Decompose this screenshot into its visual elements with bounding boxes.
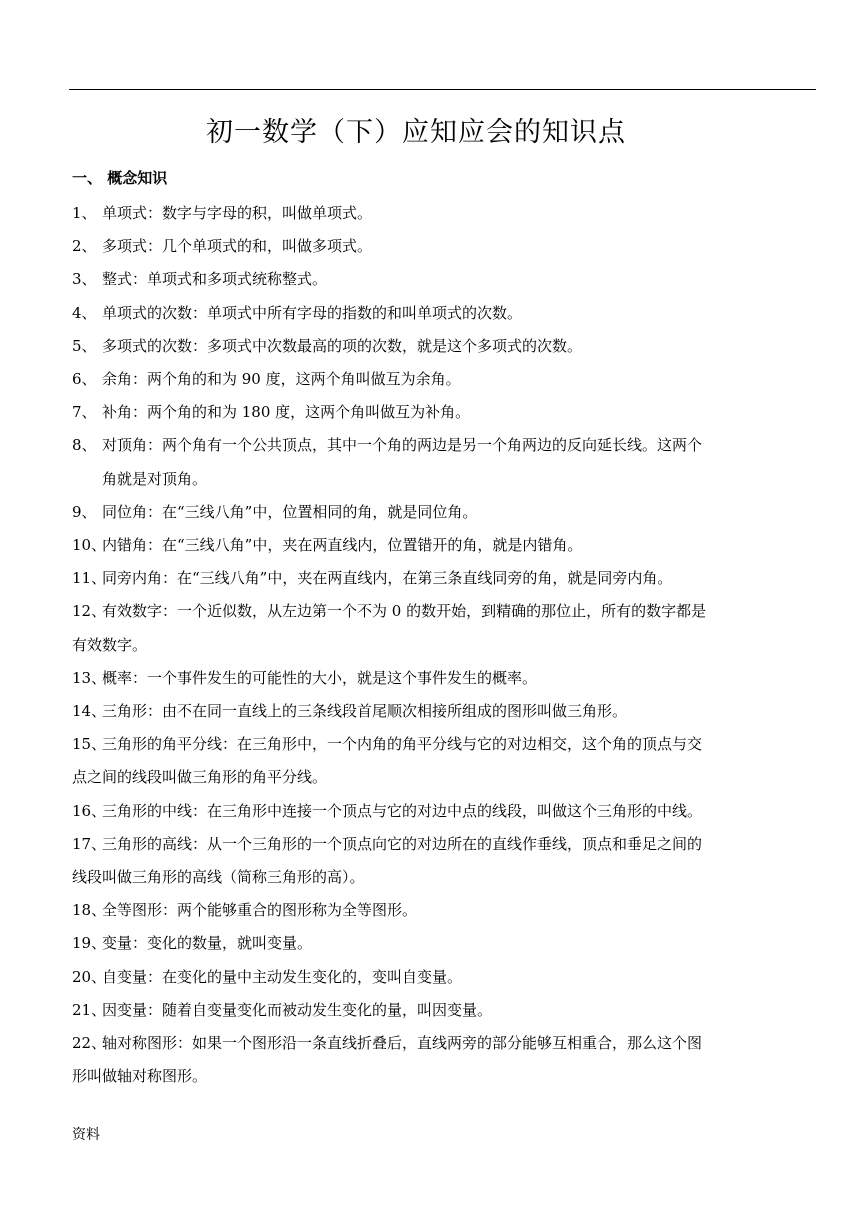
item-text: 对顶角：两个角有一个公共顶点，其中一个角的两边是另一个角两边的反向延长线。这两个 (102, 436, 703, 455)
item-text: 同位角：在“三线八角”中，位置相同的角，就是同位角。 (102, 502, 478, 521)
header-rule (69, 89, 816, 90)
section-heading: 一、 概念知识 (72, 169, 168, 187)
list-item (72, 961, 812, 994)
list-item (72, 263, 812, 296)
item-text: 轴对称图形：如果一个图形沿一条直线折叠后，直线两旁的部分能够互相重合，那么这个图 (102, 1034, 703, 1053)
item-text: 补角：两个角的和为 180 度，这两个角叫做互为补角。 (102, 403, 471, 422)
item-number: 18、 (72, 901, 107, 920)
list-item (72, 297, 812, 330)
item-number: 21、 (72, 1000, 107, 1019)
item-number: 4、 (72, 303, 97, 322)
item-text: 三角形的中线：在三角形中连接一个顶点与它的对边中点的线段，叫做这个三角形的中线。 (102, 801, 703, 820)
item-number: 8、 (72, 436, 97, 455)
page-title: 初一数学（下）应知应会的知识点 (206, 117, 626, 148)
item-text: 三角形的角平分线：在三角形中，一个内角的角平分线与它的对边相交，这个角的顶点与交 (102, 735, 703, 754)
item-text: 概率：一个事件发生的可能性的大小，就是这个事件发生的概率。 (102, 668, 538, 687)
list-item (72, 496, 812, 529)
item-text: 同旁内角：在“三线八角”中，夹在两直线内，在第三条直线同旁的角，就是同旁内角。 (102, 569, 673, 588)
item-number: 15、 (72, 735, 107, 754)
item-text-continued: 有效数字。 (72, 635, 148, 654)
item-number: 12、 (72, 602, 107, 621)
list-item (72, 695, 812, 728)
item-text: 整式：单项式和多项式统称整式。 (102, 270, 328, 289)
item-text: 自变量：在变化的量中主动发生变化的，变叫自变量。 (102, 967, 463, 986)
item-number: 11、 (72, 569, 107, 588)
item-text: 三角形：由不在同一直线上的三条线段首尾顺次相接所组成的图形叫做三角形。 (102, 702, 628, 721)
item-number: 7、 (72, 403, 97, 422)
list-item (72, 994, 812, 1027)
item-text: 因变量：随着自变量变化而被动发生变化的量，叫因变量。 (102, 1000, 493, 1019)
list-item (72, 396, 812, 429)
list-item (72, 562, 812, 595)
item-text: 余角：两个角的和为 90 度，这两个角叫做互为余角。 (102, 370, 461, 389)
list-item (72, 662, 812, 695)
item-text-continued: 点之间的线段叫做三角形的角平分线。 (72, 768, 328, 787)
item-number: 5、 (72, 336, 97, 355)
list-item (72, 197, 812, 230)
list-item (72, 728, 812, 794)
item-number: 20、 (72, 967, 107, 986)
item-text: 内错角：在“三线八角”中，夹在两直线内，位置错开的角，就是内错角。 (102, 536, 583, 555)
footer-label: 资料 (72, 1127, 100, 1143)
item-number: 6、 (72, 370, 97, 389)
item-number: 2、 (72, 237, 97, 256)
item-text: 有效数字：一个近似数，从左边第一个不为 0 的数开始，到精确的那位止，所有的数字都是 (102, 602, 707, 621)
item-number: 19、 (72, 934, 107, 953)
list-item (72, 363, 812, 396)
list-item (72, 330, 812, 363)
item-text-continued: 线段叫做三角形的高线（简称三角形的高）。 (72, 868, 365, 887)
item-number: 3、 (72, 270, 97, 289)
item-number: 1、 (72, 204, 97, 222)
item-text: 三角形的高线：从一个三角形的一个顶点向它的对边所在的直线作垂线，顶点和垂足之间的 (102, 834, 703, 853)
item-text: 多项式的次数：多项式中次数最高的项的次数，就是这个多项式的次数。 (102, 336, 583, 355)
list-item (72, 1027, 812, 1093)
list-item (72, 529, 812, 562)
list-item (72, 894, 812, 927)
item-number: 17、 (72, 834, 107, 853)
item-text: 变量：变化的数量，就叫变量。 (102, 934, 313, 953)
item-number: 10、 (72, 536, 107, 555)
list-item (72, 828, 812, 894)
item-number: 13、 (72, 668, 107, 687)
item-number: 14、 (72, 702, 107, 721)
item-number: 16、 (72, 801, 107, 820)
item-text: 全等图形：两个能够重合的图形称为全等图形。 (102, 901, 418, 920)
list-item (72, 230, 812, 263)
item-text-continued: 角就是对顶角。 (102, 469, 208, 488)
item-text: 多项式：几个单项式的和，叫做多项式。 (102, 237, 373, 256)
concept-list (72, 197, 812, 1093)
item-text: 单项式的次数：单项式中所有字母的指数的和叫单项式的次数。 (102, 303, 523, 322)
item-text-continued: 形叫做轴对称图形。 (72, 1067, 208, 1086)
list-item (72, 595, 812, 661)
item-number: 22、 (72, 1034, 107, 1053)
list-item (72, 927, 812, 960)
list-item (72, 795, 812, 828)
list-item (72, 429, 812, 495)
item-text: 单项式：数字与字母的积，叫做单项式。 (102, 204, 373, 222)
item-number: 9、 (72, 502, 97, 521)
